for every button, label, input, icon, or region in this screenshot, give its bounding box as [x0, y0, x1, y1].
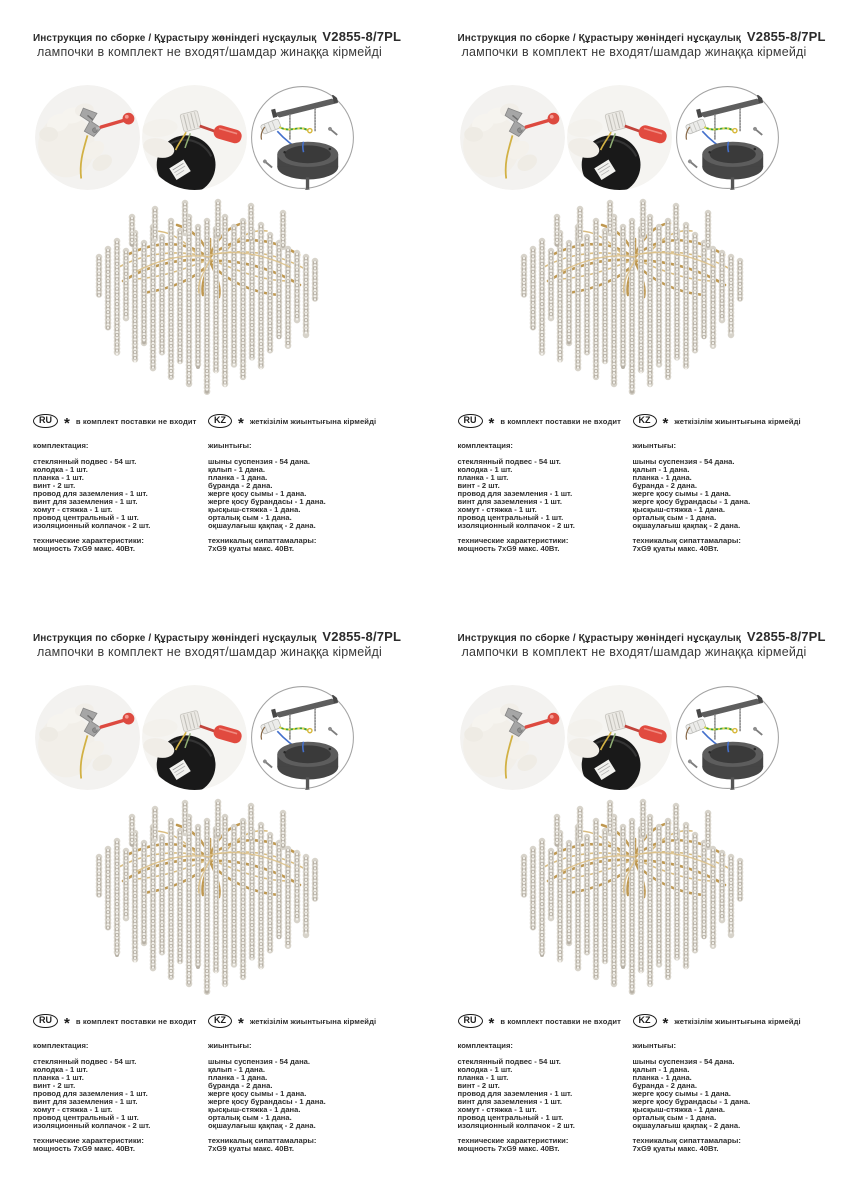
parts-list-item: шыны суспензия - 54 дана.: [208, 457, 311, 466]
ru-parts-list: [33, 458, 203, 530]
parts-list-item: хомут - стяжка - 1 шт.: [33, 505, 113, 514]
kz-specs-title: техникалық сипаттамалары:: [632, 536, 741, 545]
parts-list-item: планка - 1 шт.: [33, 1073, 84, 1082]
parts-list-item: изоляционный колпачок - 2 шт.: [457, 1121, 575, 1130]
sheet-title: Инструкция по сборке / Құрастыру жөніндегі нұсқаулық: [33, 33, 317, 44]
parts-list-item: бұранда - 2 дана.: [208, 481, 273, 490]
parts-list-item: винт - 2 шт.: [457, 481, 500, 490]
ru-language-badge: RU: [33, 1014, 58, 1029]
mounting-wiring-diagram: [675, 685, 780, 790]
parts-list-item: колодка - 1 шт.: [457, 1065, 513, 1074]
parts-list-item: стеклянный подвес - 54 шт.: [457, 1057, 561, 1066]
ru-lang-row: [33, 413, 203, 432]
assembly-step-1-photo: [460, 85, 565, 190]
parts-section: [425, 413, 849, 563]
assembly-step-1-photo: [35, 85, 140, 190]
title-line: [458, 29, 826, 44]
kz-specs-title: техникалық сипаттамалары:: [208, 536, 317, 545]
ru-section: [33, 413, 203, 553]
parts-section: [425, 1013, 849, 1163]
parts-list-item: қалып - 1 дана.: [632, 465, 690, 474]
sheet-header: [458, 629, 826, 659]
sheet-copy-1: [0, 0, 425, 600]
parts-list-item: оқшаулағыш қақпақ - 2 дана.: [632, 521, 741, 530]
sheet-title: Инструкция по сборке / Құрастыру жөніндегі нұсқаулық: [457, 33, 741, 44]
sheet-header: [33, 629, 401, 659]
kz-specs-title: техникалық сипаттамалары:: [632, 1136, 741, 1145]
parts-list-item: қысқыш-стяжка - 1 дана.: [208, 1105, 301, 1114]
chandelier-icon: [510, 197, 760, 397]
ru-not-included-note: в комплект поставки не входит: [500, 416, 621, 426]
parts-list-item: жерге қосу сымы - 1 дана.: [632, 489, 731, 498]
asterisk-icon: *: [64, 1015, 70, 1032]
parts-list-item: винт для заземления - 1 шт.: [457, 497, 563, 506]
ru-specs-value: мощность 7xG9 макс. 40Вт.: [457, 1144, 560, 1153]
ru-section: [458, 1013, 628, 1153]
sheet-copy-3: [0, 600, 425, 1200]
parts-list-item: стеклянный подвес - 54 шт.: [33, 457, 137, 466]
parts-list-item: провод для заземления - 1 шт.: [33, 489, 148, 498]
parts-list-item: қалып - 1 дана.: [632, 1065, 690, 1074]
sheet-header: [33, 29, 401, 59]
parts-list-item: оқшаулағыш қақпақ - 2 дана.: [632, 1121, 741, 1130]
ru-lang-row: [458, 413, 628, 432]
asterisk-icon: *: [238, 415, 244, 432]
bracket-screwdriver-icon: [460, 685, 565, 790]
ru-specs-title: технические характеристики:: [33, 536, 144, 545]
kz-list-title: жиынтығы:: [208, 441, 252, 450]
sheet-title: Инструкция по сборке / Құрастыру жөніндегі нұсқаулық: [33, 633, 317, 644]
ru-list-title: комплектация:: [457, 1041, 513, 1050]
chandelier-icon: [85, 797, 335, 997]
ru-list-title: комплектация:: [33, 441, 89, 450]
parts-list-item: стеклянный подвес - 54 шт.: [33, 1057, 137, 1066]
mounting-wiring-diagram: [675, 85, 780, 190]
parts-list-item: планка - 1 дана.: [632, 473, 692, 482]
parts-list-item: хомут - стяжка - 1 шт.: [457, 1105, 537, 1114]
parts-list-item: бұранда - 2 дана.: [208, 1081, 273, 1090]
parts-list-item: хомут - стяжка - 1 шт.: [33, 1105, 113, 1114]
ru-specs-value: мощность 7xG9 макс. 40Вт.: [33, 544, 135, 553]
parts-list-item: изоляционный колпачок - 2 шт.: [33, 521, 151, 530]
sheet-header: [458, 29, 826, 59]
kz-language-badge: KZ: [633, 1014, 657, 1029]
parts-list-item: бұранда - 2 дана.: [632, 1081, 697, 1090]
parts-list-item: провод центральный - 1 шт.: [33, 1113, 139, 1122]
model-number: V2855-8/7PL: [322, 29, 402, 44]
model-number: V2855-8/7PL: [746, 629, 826, 644]
ru-not-included-note: в комплект поставки не входит: [500, 1016, 621, 1026]
parts-list-item: провод для заземления - 1 шт.: [33, 1089, 148, 1098]
kz-parts-list: [633, 458, 823, 530]
kz-language-badge: KZ: [633, 414, 657, 429]
ru-language-badge: RU: [458, 1014, 483, 1029]
kz-parts-list: [208, 1058, 398, 1130]
parts-list-item: планка - 1 шт.: [33, 473, 84, 482]
asterisk-icon: *: [238, 1015, 244, 1032]
title-line: [458, 629, 826, 644]
parts-list-item: жерге қосу бұрандасы - 1 дана.: [208, 497, 326, 506]
sheet-copy-4: [425, 600, 849, 1200]
kz-lang-row: [208, 1013, 398, 1032]
ru-language-badge: RU: [458, 414, 483, 429]
ru-specs-value: мощность 7xG9 макс. 40Вт.: [457, 544, 560, 553]
bracket-screwdriver-icon: [35, 85, 140, 190]
parts-list-item: жерге қосу сымы - 1 дана.: [208, 489, 307, 498]
ru-specs-title: технические характеристики:: [33, 1136, 144, 1145]
parts-list-item: орталық сым - 1 дана.: [632, 1113, 717, 1122]
parts-list-item: провод для заземления - 1 шт.: [457, 489, 573, 498]
mounting-wiring-diagram: [250, 685, 355, 790]
parts-list-item: орталық сым - 1 дана.: [208, 513, 292, 522]
parts-list-item: планка - 1 дана.: [208, 1073, 268, 1082]
parts-list-item: провод центральный - 1 шт.: [457, 1113, 564, 1122]
kz-specs-value: 7xG9 қуаты макс. 40Вт.: [208, 544, 295, 553]
sheet-subtitle: лампочки в комплект не входят/шамдар жинаққа кірмейді: [37, 645, 383, 659]
chandelier-icon: [510, 797, 760, 997]
parts-list-item: жерге қосу бұрандасы - 1 дана.: [208, 1097, 326, 1106]
kz-specs-value: 7xG9 қуаты макс. 40Вт.: [208, 1144, 295, 1153]
parts-list-item: изоляционный колпачок - 2 шт.: [33, 1121, 151, 1130]
mounting-diagram-icon: [250, 85, 355, 190]
instruction-sheet: [425, 0, 849, 600]
parts-list-item: винт для заземления - 1 шт.: [457, 1097, 563, 1106]
kz-language-badge: KZ: [208, 1014, 232, 1029]
parts-list-item: бұранда - 2 дана.: [632, 481, 697, 490]
parts-list-item: қысқыш-стяжка - 1 дана.: [632, 505, 725, 514]
parts-list-item: қысқыш-стяжка - 1 дана.: [208, 505, 301, 514]
kz-language-badge: KZ: [208, 414, 232, 429]
parts-list-item: планка - 1 шт.: [457, 1073, 509, 1082]
terminal-canopy-icon: [142, 685, 247, 790]
parts-list-item: винт для заземления - 1 шт.: [33, 497, 138, 506]
parts-list-item: провод центральный - 1 шт.: [33, 513, 139, 522]
bracket-screwdriver-icon: [35, 685, 140, 790]
parts-list-item: провод центральный - 1 шт.: [457, 513, 564, 522]
ru-section: [458, 413, 628, 553]
kz-parts-list: [633, 1058, 823, 1130]
parts-list-item: жерге қосу бұрандасы - 1 дана.: [632, 1097, 751, 1106]
chandelier-illustration: [85, 197, 335, 397]
instruction-sheet: [0, 0, 425, 600]
parts-list-item: винт - 2 шт.: [33, 1081, 76, 1090]
kz-parts-list: [208, 458, 398, 530]
kz-not-included-note: жеткізілім жиынтығына кірмейді: [249, 416, 377, 426]
title-line: [33, 29, 401, 44]
ru-parts-list: [458, 1058, 628, 1130]
parts-list-item: колодка - 1 шт.: [33, 465, 88, 474]
ru-lang-row: [33, 1013, 203, 1032]
assembly-step-2-photo: [142, 85, 247, 190]
parts-list-item: шыны суспензия - 54 дана.: [632, 457, 735, 466]
ru-list-title: комплектация:: [33, 1041, 89, 1050]
parts-list-item: планка - 1 дана.: [632, 1073, 692, 1082]
instruction-sheet: [425, 600, 849, 1200]
parts-list-item: орталық сым - 1 дана.: [632, 513, 717, 522]
asterisk-icon: *: [488, 415, 495, 432]
parts-list-item: қысқыш-стяжка - 1 дана.: [632, 1105, 725, 1114]
parts-list-item: провод для заземления - 1 шт.: [457, 1089, 573, 1098]
sheet-copy-2: [425, 0, 849, 600]
parts-list-item: винт для заземления - 1 шт.: [33, 1097, 138, 1106]
parts-list-item: жерге қосу сымы - 1 дана.: [208, 1089, 307, 1098]
kz-lang-row: [633, 1013, 823, 1032]
sheet-subtitle: лампочки в комплект не входят/шамдар жинаққа кірмейді: [461, 645, 807, 659]
mounting-wiring-diagram: [250, 85, 355, 190]
chandelier-illustration: [510, 197, 760, 397]
kz-not-included-note: жеткізілім жиынтығына кірмейді: [249, 1016, 377, 1026]
parts-list-item: жерге қосу сымы - 1 дана.: [632, 1089, 731, 1098]
ru-specs-title: технические характеристики:: [457, 536, 569, 545]
ru-section: [33, 1013, 203, 1153]
parts-section: [0, 1013, 425, 1163]
parts-list-item: стеклянный подвес - 54 шт.: [457, 457, 561, 466]
terminal-canopy-icon: [567, 85, 672, 190]
bracket-screwdriver-icon: [460, 85, 565, 190]
kz-list-title: жиынтығы:: [208, 1041, 252, 1050]
parts-list-item: колодка - 1 шт.: [457, 465, 513, 474]
ru-parts-list: [33, 1058, 203, 1130]
kz-section: [633, 413, 823, 553]
parts-section: [0, 413, 425, 563]
asterisk-icon: *: [488, 1015, 495, 1032]
chandelier-illustration: [85, 797, 335, 997]
chandelier-icon: [85, 197, 335, 397]
parts-list-item: орталық сым - 1 дана.: [208, 1113, 292, 1122]
parts-list-item: оқшаулағыш қақпақ - 2 дана.: [208, 1121, 316, 1130]
kz-lang-row: [633, 413, 823, 432]
parts-list-item: оқшаулағыш қақпақ - 2 дана.: [208, 521, 316, 530]
assembly-step-1-photo: [460, 685, 565, 790]
ru-not-included-note: в комплект поставки не входит: [75, 1016, 197, 1026]
ru-list-title: комплектация:: [457, 441, 513, 450]
kz-specs-title: техникалық сипаттамалары:: [208, 1136, 317, 1145]
title-line: [33, 629, 401, 644]
asterisk-icon: *: [662, 1015, 669, 1032]
parts-list-item: планка - 1 шт.: [457, 473, 509, 482]
model-number: V2855-8/7PL: [322, 629, 402, 644]
ru-parts-list: [458, 458, 628, 530]
parts-list-item: винт - 2 шт.: [457, 1081, 500, 1090]
kz-specs-value: 7xG9 қуаты макс. 40Вт.: [632, 1144, 719, 1153]
parts-list-item: жерге қосу бұрандасы - 1 дана.: [632, 497, 751, 506]
terminal-canopy-icon: [142, 85, 247, 190]
mounting-diagram-icon: [675, 85, 780, 190]
assembly-step-2-photo: [142, 685, 247, 790]
ru-specs-value: мощность 7xG9 макс. 40Вт.: [33, 1144, 135, 1153]
kz-list-title: жиынтығы:: [632, 441, 677, 450]
ru-lang-row: [458, 1013, 628, 1032]
kz-specs-value: 7xG9 қуаты макс. 40Вт.: [632, 544, 719, 553]
assembly-step-1-photo: [35, 685, 140, 790]
parts-list-item: хомут - стяжка - 1 шт.: [457, 505, 537, 514]
kz-section: [208, 413, 398, 553]
asterisk-icon: *: [662, 415, 669, 432]
parts-list-item: колодка - 1 шт.: [33, 1065, 88, 1074]
parts-list-item: шыны суспензия - 54 дана.: [208, 1057, 311, 1066]
ru-specs-title: технические характеристики:: [457, 1136, 569, 1145]
model-number: V2855-8/7PL: [746, 29, 826, 44]
parts-list-item: планка - 1 дана.: [208, 473, 268, 482]
kz-section: [633, 1013, 823, 1153]
ru-not-included-note: в комплект поставки не входит: [75, 416, 197, 426]
assembly-step-2-photo: [567, 685, 672, 790]
asterisk-icon: *: [64, 415, 70, 432]
terminal-canopy-icon: [567, 685, 672, 790]
kz-not-included-note: жеткізілім жиынтығына кірмейді: [674, 416, 801, 426]
parts-list-item: винт - 2 шт.: [33, 481, 76, 490]
chandelier-illustration: [510, 797, 760, 997]
sheet-subtitle: лампочки в комплект не входят/шамдар жинаққа кірмейді: [37, 45, 383, 59]
assembly-step-2-photo: [567, 85, 672, 190]
parts-list-item: қалып - 1 дана.: [208, 1065, 265, 1074]
mounting-diagram-icon: [675, 685, 780, 790]
kz-section: [208, 1013, 398, 1153]
instruction-sheet: [0, 600, 425, 1200]
parts-list-item: шыны суспензия - 54 дана.: [632, 1057, 735, 1066]
ru-language-badge: RU: [33, 414, 58, 429]
mounting-diagram-icon: [250, 685, 355, 790]
parts-list-item: қалып - 1 дана.: [208, 465, 265, 474]
kz-list-title: жиынтығы:: [632, 1041, 677, 1050]
sheet-title: Инструкция по сборке / Құрастыру жөніндегі нұсқаулық: [457, 633, 741, 644]
parts-list-item: изоляционный колпачок - 2 шт.: [457, 521, 575, 530]
sheet-subtitle: лампочки в комплект не входят/шамдар жинаққа кірмейді: [461, 45, 807, 59]
kz-not-included-note: жеткізілім жиынтығына кірмейді: [674, 1016, 801, 1026]
kz-lang-row: [208, 413, 398, 432]
